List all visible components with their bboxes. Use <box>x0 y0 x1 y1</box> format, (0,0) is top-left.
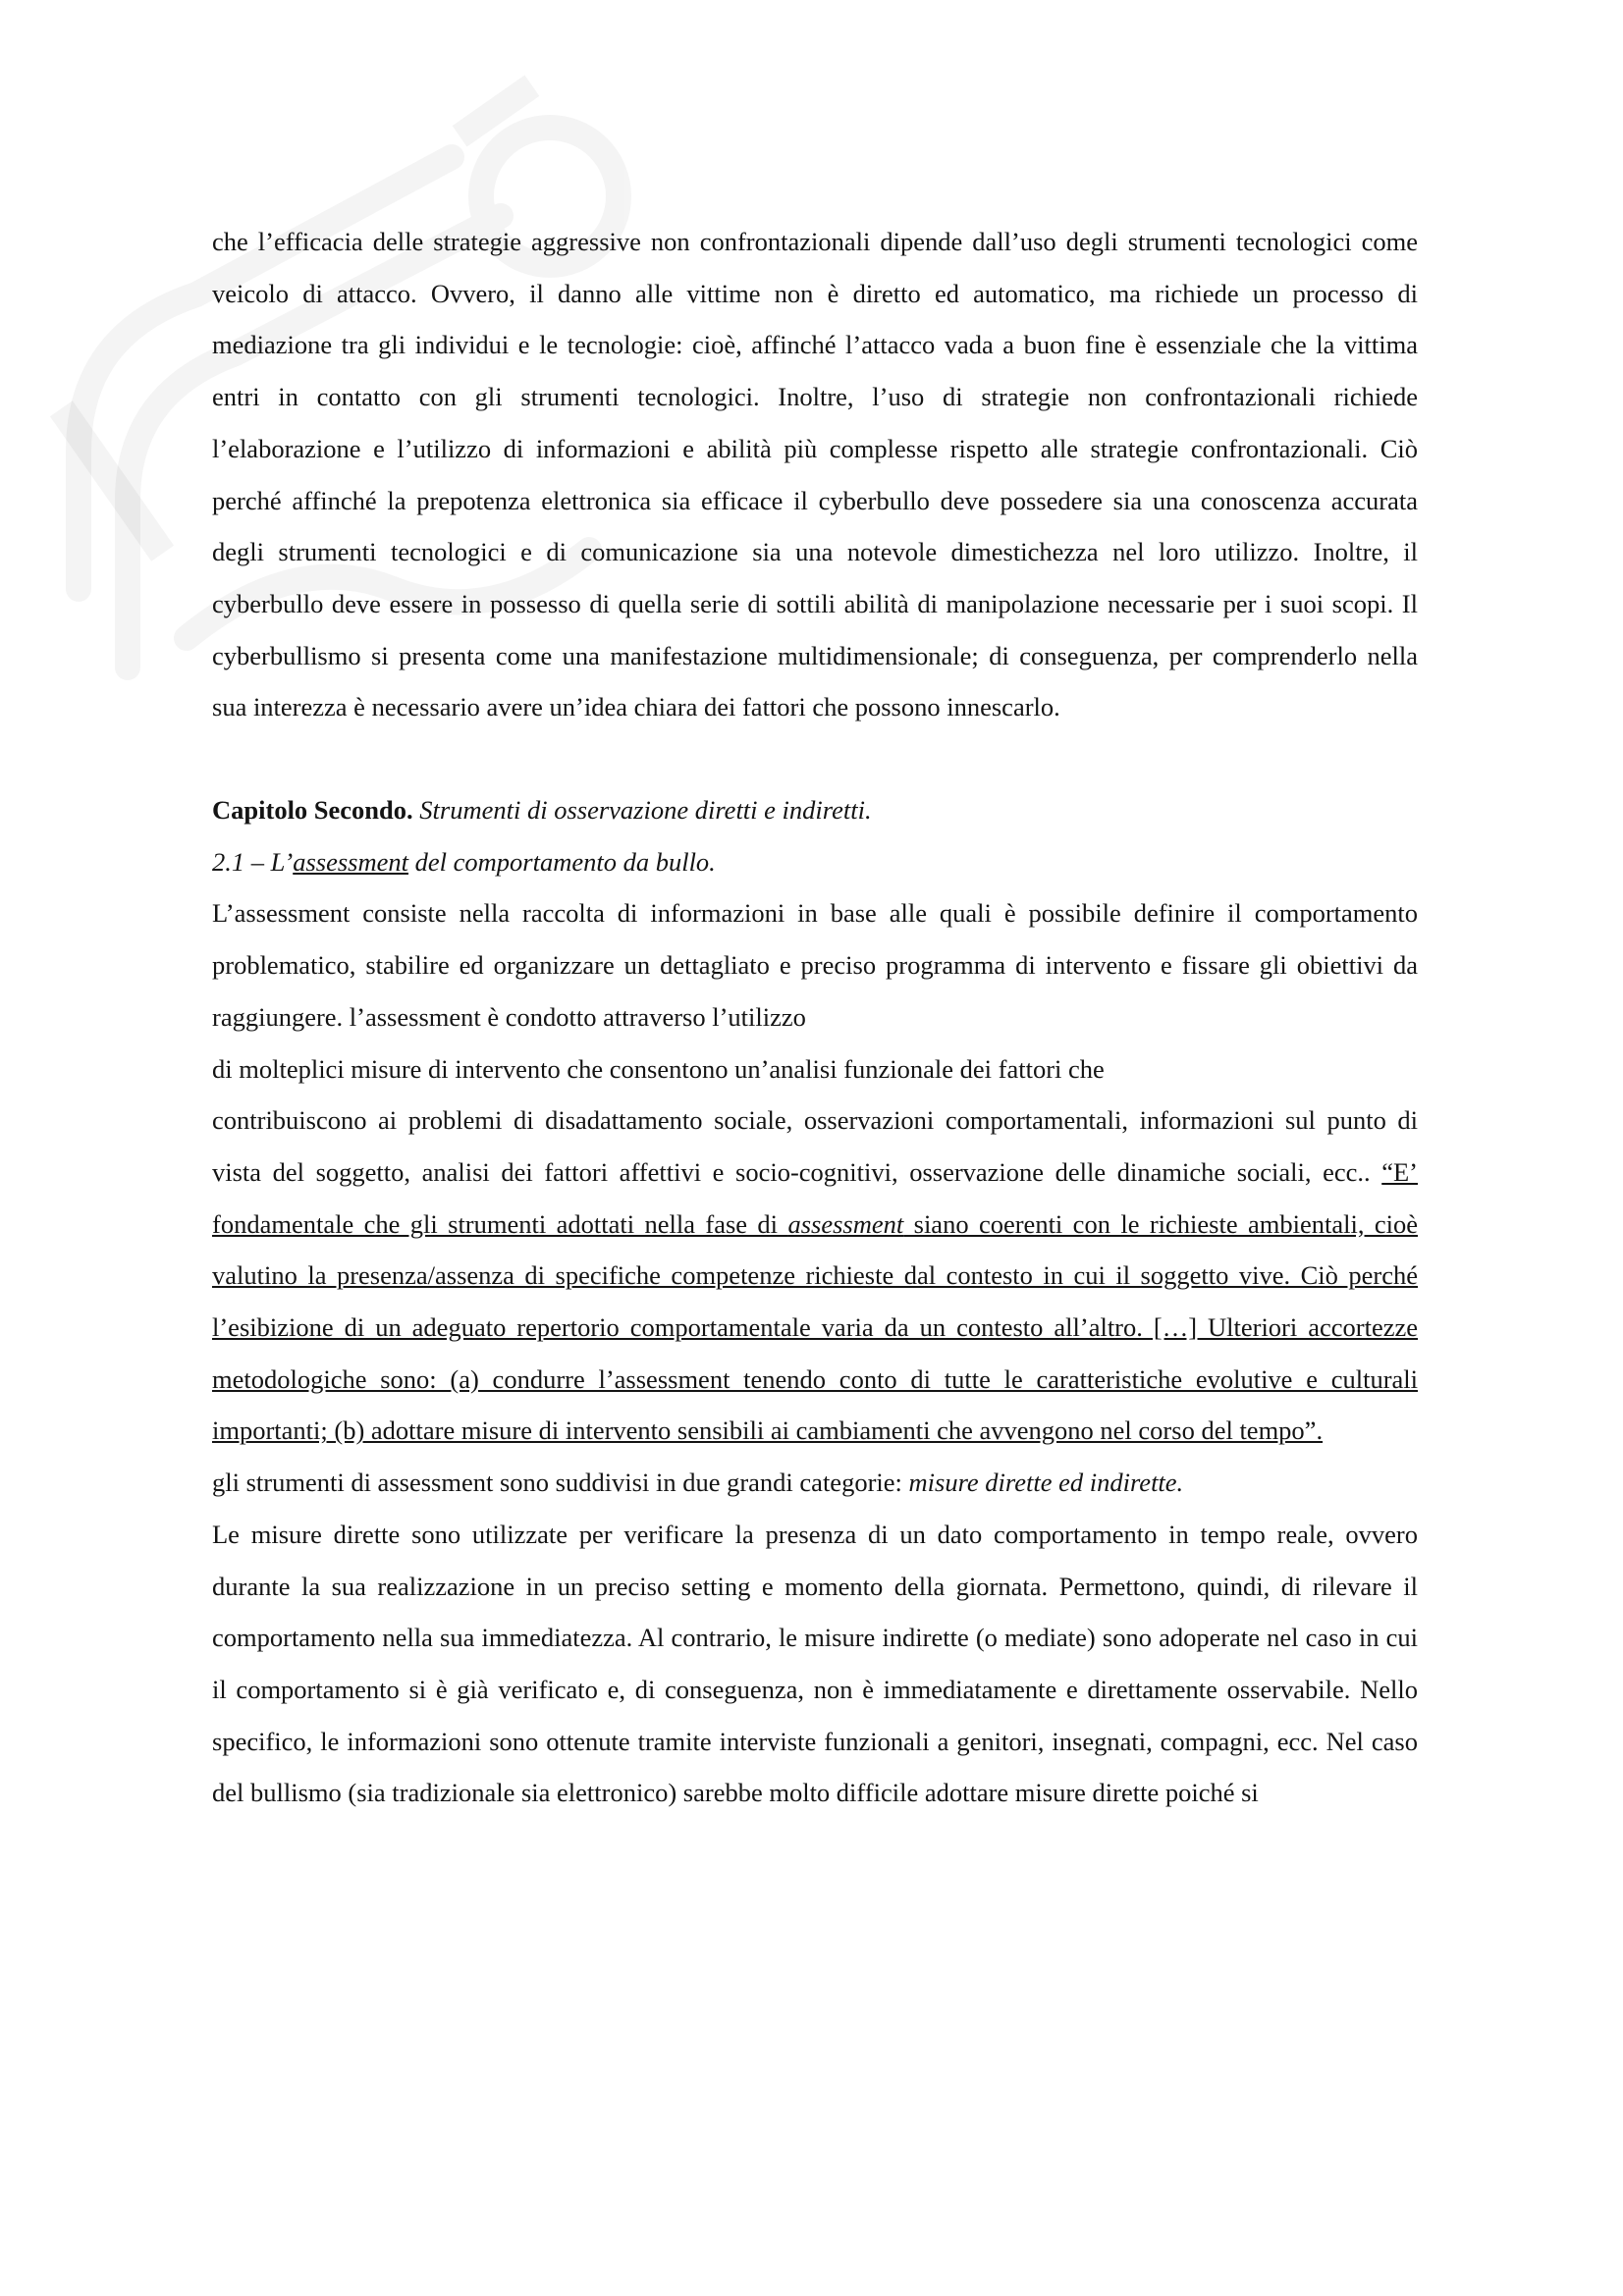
section-term: assessment <box>293 846 408 877</box>
chapter-label: Capitolo Secondo. <box>212 795 413 826</box>
chapter-title: Strumenti di osservazione diretti e indiretti. <box>419 795 872 826</box>
paragraph-cyberbullying-strategies: che l’efficacia delle strategie aggressive non confrontazionali dipende dall’uso degli strumenti tecnologici come veicolo di attacco. Ovvero, il danno alle vittime non è diretto ed automatico, ma richiede un processo di mediazione tra gli individui e le tecnologie: cioè, affinché l’attacco vada a buon fine è essenziale che la vittima entri in contatto con gli strumenti tecnologici. Inoltre, l’uso di strategie non confrontazionali richiede l’elaborazione e l’utilizzo di informazioni e abilità più complesse rispetto alle strategie confrontazionali. Ciò perché affinché la prepotenza elettronica sia efficace il cyberbullo deve possedere sia una conoscenza accurata degli strumenti tecnologici e di comunicazione sia una notevole dimestichezza nel loro utilizzo. Inoltre, il cyberbullo deve essere in possesso di quella serie di sottili abilità di manipolazione necessarie per i suoi scopi. Il cyberbullismo si presenta come una manifestazione multidimensionale; di conseguenza, per comprenderlo nella sua interezza è necessario avere un’idea chiara dei fattori che possono innescarlo. <box>212 227 1418 722</box>
categories-prefix: gli strumenti di assessment sono suddivisi in due grandi categorie: <box>212 1468 909 1498</box>
categories-term: misure dirette ed indirette. <box>908 1468 1184 1498</box>
section-heading <box>212 836 1418 888</box>
quote-text-start: “E’ fondamentale che gli strumenti adottati nella fase di <box>212 1156 1418 1239</box>
assessment-categories-line <box>212 1457 1418 1509</box>
document-page <box>212 216 1418 1819</box>
paragraph-assessment-text: contribuiscono ai problemi di disadattamento sociale, osservazioni comportamentali, informazioni sul punto di vista del soggetto, analisi dei fattori affettivi e socio-cognitivi, osservazione delle dinamiche sociali, ecc.. <box>212 1105 1418 1187</box>
paragraph-spacer <box>212 733 1418 784</box>
section-suffix: del comportamento da bullo. <box>408 846 716 877</box>
paragraph-assessment-definition: L’assessment consiste nella raccolta di informazioni in base alle quali è possibile definire il comportamento problematico, stabilire ed organizzare un dettagliato e preciso programma di intervento e fissare gli obiettivi da raggiungere. l’assessment è condotto attraverso l’utilizzo <box>212 898 1418 1032</box>
paragraph-assessment-quote <box>212 1095 1418 1457</box>
quote-term: assessment <box>787 1208 904 1239</box>
section-prefix: 2.1 – L’ <box>212 846 294 877</box>
quote-text-end: siano coerenti con le richieste ambientali, cioè valutino la presenza/assenza di specifiche competenze richieste dal contesto in cui il soggetto vive. Ciò perché l’esibizione di un adeguato repertorio comportamentale varia da un contesto all’altro. […] Ulteriori accortezze metodologiche sono: (a) condurre l’assessment tenendo conto di tutte le caratteristiche evolutive e culturali importanti; (b) adottare misure di intervento sensibili ai cambiamenti che avvengono nel corso del tempo”. <box>212 1208 1419 1446</box>
paragraph-direct-indirect-measures: Le misure dirette sono utilizzate per verificare la presenza di un dato comportamento in tempo reale, ovvero durante la sua realizzazione in un preciso setting e momento della giornata. Permettono, quindi, di rilevare il comportamento nella sua immediatezza. Al contrario, le misure indirette (o mediate) sono adoperate nel caso in cui il comportamento si è già verificato e, di conseguenza, non è immediatamente e direttamente osservabile. Nello specifico, le informazioni sono ottenute tramite interviste funzionali a genitori, insegnati, compagni, ecc. Nel caso del bullismo (sia tradizionale sia elettronico) sarebbe molto difficile adottare misure dirette poiché si <box>212 1519 1418 1808</box>
paragraph-assessment-line: di molteplici misure di intervento che consentono un’analisi funzionale dei fattori che <box>212 1053 1105 1084</box>
chapter-heading <box>212 784 1418 836</box>
